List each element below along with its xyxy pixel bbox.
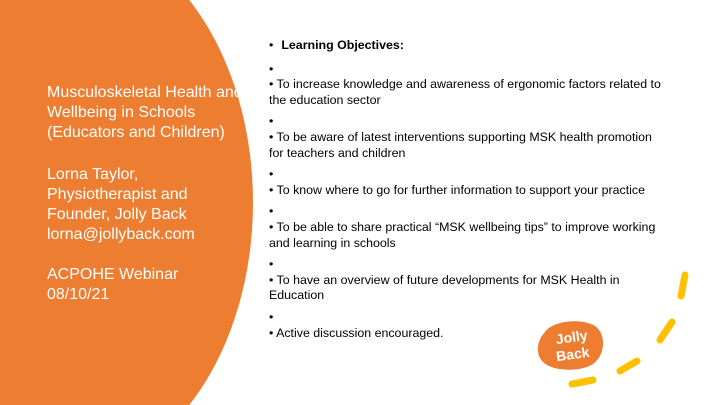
dash-mark <box>681 275 685 296</box>
presenter-info <box>47 165 247 245</box>
bullet: • <box>269 114 274 129</box>
jolly-back-logo <box>535 318 607 372</box>
bullet: • <box>269 38 274 52</box>
objective-text: • To increase knowledge and awareness of ergonomic factors related to the education sector <box>269 77 661 107</box>
objective-item <box>269 167 669 198</box>
objective-item <box>269 114 669 161</box>
objective-text: • To know where to go for further information to support your practice <box>269 182 646 197</box>
objective-text: • To have an overview of future developments for MSK Health in Education <box>269 272 620 303</box>
bullet: • <box>269 204 274 219</box>
logo-text-back: Back <box>555 343 591 365</box>
objective-item <box>269 62 669 109</box>
webinar-name: ACPOHE Webinar <box>47 266 179 283</box>
logo-text-jolly: Jolly <box>554 326 589 348</box>
bullet: • <box>269 257 274 272</box>
objective-text: • Active discussion encouraged. <box>269 325 444 340</box>
bullet: • <box>269 167 274 182</box>
dash-mark <box>572 380 593 384</box>
bullet: • <box>269 309 274 324</box>
dash-mark <box>620 361 637 371</box>
objective-item <box>269 204 669 251</box>
left-panel-text <box>47 83 247 305</box>
objectives-heading-text: Learning Objectives: <box>281 38 404 52</box>
objective-item <box>269 257 669 304</box>
bullet: • <box>269 61 274 76</box>
presenter-name: Lorna Taylor, <box>47 166 139 183</box>
presenter-company: Founder, Jolly Back <box>47 206 187 223</box>
slide-title: Musculoskeletal Health and Wellbeing in Schools (Educators and Children) <box>47 84 243 141</box>
presenter-role: Physiotherapist and <box>47 186 188 203</box>
webinar-date: 08/10/21 <box>47 286 110 303</box>
webinar-info <box>47 265 247 305</box>
presenter-email: lorna@jollyback.com <box>47 226 195 243</box>
objective-text: • To be aware of latest interventions supporting MSK health promotion for teachers and children <box>269 129 652 160</box>
objectives-heading <box>269 38 669 54</box>
learning-objectives <box>269 38 669 347</box>
objective-text: • To be able to share practical “MSK wellbeing tips” to improve working and learning in schools <box>269 219 656 250</box>
objective-item <box>269 310 669 341</box>
